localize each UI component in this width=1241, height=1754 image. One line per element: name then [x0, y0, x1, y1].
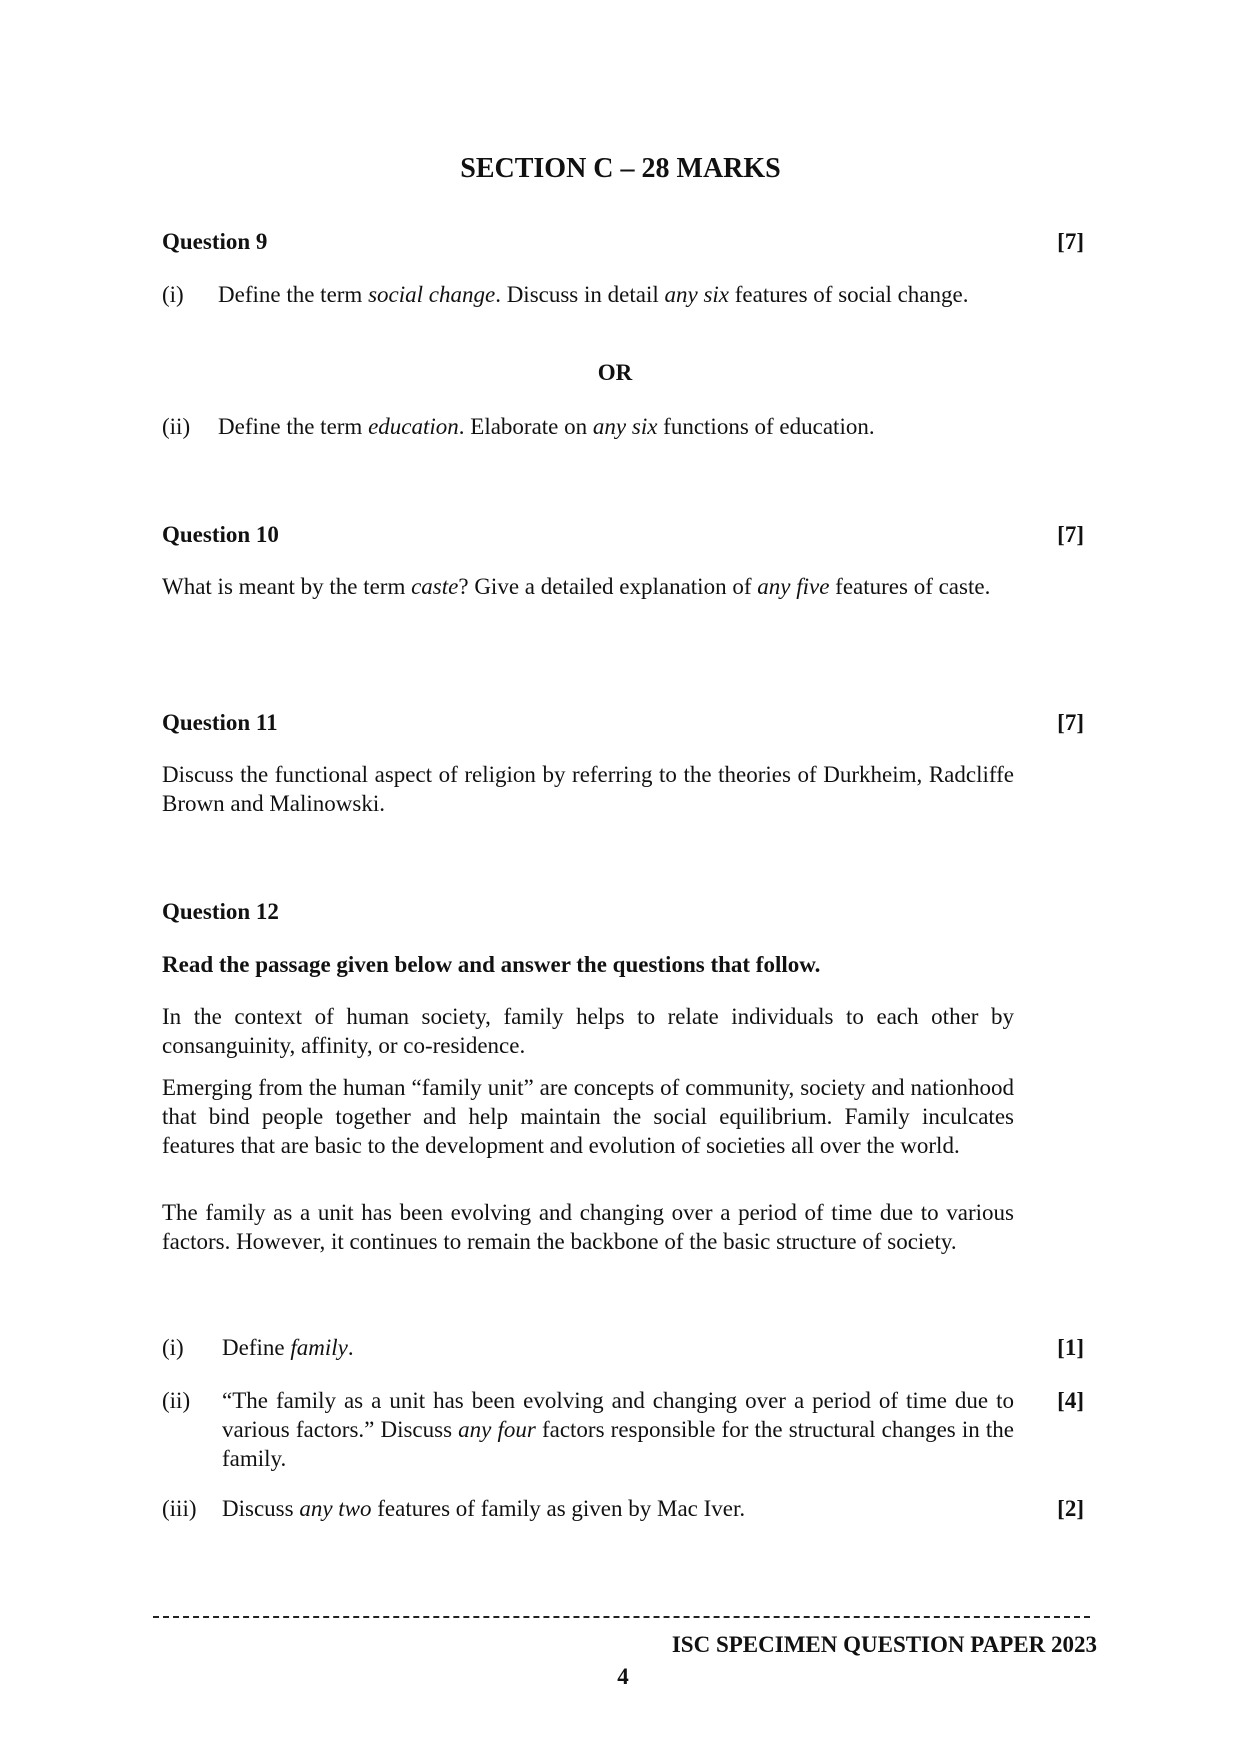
- passage-paragraph-3: The family as a unit has been evolving and changing over a period of time due to various factors. However, it continues to remain the backbone of the basic structure of society.: [162, 1200, 1014, 1254]
- passage-paragraph-1: In the context of human society, family helps to relate individuals to each other by consanguinity, affinity, or co-residence.: [162, 1004, 1014, 1058]
- question-10-heading: Question 10: [162, 522, 279, 547]
- question-9-marks: [7]: [1057, 229, 1084, 254]
- question-12-sub-ii-marks: [4]: [1057, 1388, 1084, 1413]
- question-9-option-i-text: Define the term social change. Discuss in detail any six features of social change.: [218, 282, 969, 307]
- question-12-heading: Question 12: [162, 899, 279, 924]
- question-12-sub-ii-number: (ii): [162, 1388, 191, 1413]
- question-11-marks: [7]: [1057, 710, 1084, 735]
- section-title: SECTION C – 28 MARKS: [460, 153, 781, 184]
- question-10-text: What is meant by the term caste? Give a detailed explanation of any five features of caste.: [162, 574, 991, 599]
- footer-divider: [153, 1616, 1090, 1618]
- question-11-text: Discuss the functional aspect of religion by referring to the theories of Durkheim, Radcliffe Brown and Malinowski.: [162, 762, 1014, 816]
- question-12-instruction: Read the passage given below and answer the questions that follow.: [162, 952, 821, 977]
- or-separator: OR: [597, 360, 633, 385]
- question-12-sub-iii-number: (iii): [162, 1496, 197, 1521]
- question-9-heading: Question 9: [162, 229, 268, 254]
- question-9-option-ii-number: (ii): [162, 414, 191, 439]
- question-10-marks: [7]: [1057, 522, 1084, 547]
- question-12-sub-ii-text: “The family as a unit has been evolving and changing over a period of time due to various factors.” Discuss any four factors responsible for the structural changes in the family.: [222, 1388, 1014, 1471]
- question-12-sub-i-text: Define family.: [222, 1335, 354, 1360]
- question-9-option-ii-text: Define the term education. Elaborate on any six functions of education.: [218, 414, 875, 439]
- question-12-sub-i-marks: [1]: [1057, 1335, 1084, 1360]
- question-12-sub-iii-marks: [2]: [1057, 1496, 1084, 1521]
- question-12-sub-i-number: (i): [162, 1335, 184, 1360]
- question-12-sub-iii-text: Discuss any two features of family as given by Mac Iver.: [222, 1496, 746, 1521]
- question-9-option-i-number: (i): [162, 282, 184, 307]
- page-number: 4: [617, 1664, 629, 1689]
- question-11-heading: Question 11: [162, 710, 278, 735]
- footer-title: ISC SPECIMEN QUESTION PAPER 2023: [671, 1632, 1097, 1657]
- passage-paragraph-2: Emerging from the human “family unit” are concepts of community, society and nationhood that bind people together and help maintain the social equilibrium. Family inculcates features that are basic to the development and evolution of societies all over the world.: [162, 1075, 1014, 1158]
